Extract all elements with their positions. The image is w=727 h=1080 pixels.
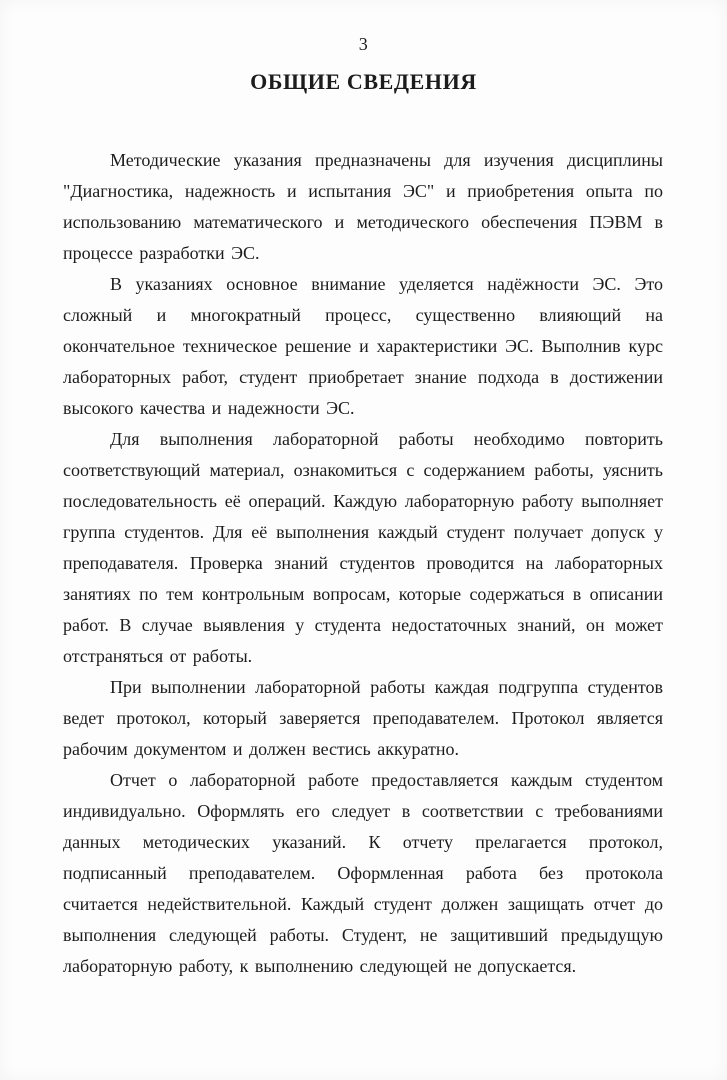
paragraph-report: Отчет о лабораторной работе предоставляется каждым студентом индивидуально. Оформлять его следует в соответствии с требованиями данных методических указаний. К отчету прелагается протокол, подписанный преподавателем. Оформленная работа без протокола считается недействительной. Каждый студент должен защищать отчет до выполнения следующей работы. Студент, не защитивший предыдущую лабораторную работу, к выполнению следующей не допускается. <box>63 770 663 976</box>
page-title: ОБЩИЕ СВЕДЕНИЯ <box>250 69 477 94</box>
paragraph-intro: Методические указания предназначены для изучения дисциплины "Диагностика, надежность и испытания ЭС" и приобретения опыта по использованию математического и методического обеспечения ПЭВМ в процессе разработки ЭС. <box>63 150 663 263</box>
page-number: 3 <box>358 34 369 54</box>
paragraph-lab-work-requirements: Для выполнения лабораторной работы необходимо повторить соответствующий материал, ознакомиться с содержанием работы, уяснить последовательность её операций. Каждую лабораторную работу выполняет группа студентов. Для её выполнения каждый студент получает допуск у преподавателя. Проверка знаний студентов проводится на лабораторных занятиях по тем контрольным вопросам, которые содержаться в описании работ. В случае выявления у студента недостаточных знаний, он может отстраняться от работы. <box>63 429 663 666</box>
paragraph-protocol: При выполнении лабораторной работы каждая подгруппа студентов ведет протокол, который заверяется преподавателем. Протокол является рабочим документом и должен вестись аккуратно. <box>63 677 663 759</box>
paragraph-reliability-focus: В указаниях основное внимание уделяется надёжности ЭС. Это сложный и многократный процесс, существенно влияющий на окончательное техническое решение и характеристики ЭС. Выполнив курс лабораторных работ, студент приобретает знание подхода в достижении высокого качества и надежности ЭС. <box>63 274 663 418</box>
document-body <box>63 145 663 982</box>
